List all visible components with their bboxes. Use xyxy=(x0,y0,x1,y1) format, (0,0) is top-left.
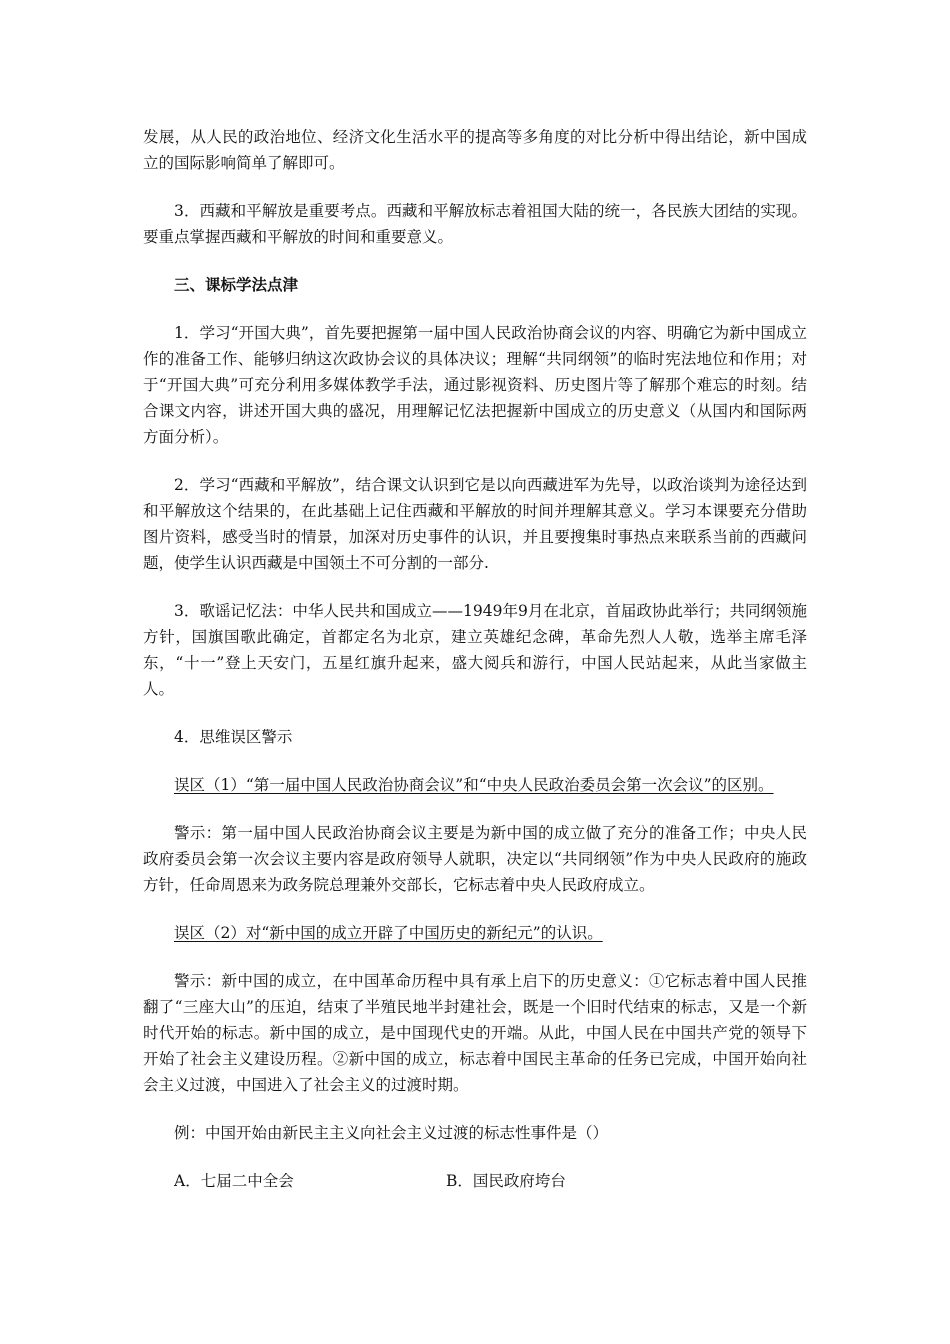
paragraph-tibet-key-point: 3．西藏和平解放是重要考点。西藏和平解放标志着祖国大陆的统一，各民族大团结的实现。要重点掌握西藏和平解放的时间和重要意义。 xyxy=(143,202,807,246)
answer-options xyxy=(143,1168,807,1194)
paragraph-mnemonic-song: 3．歌谣记忆法：中华人民共和国成立——1949年9月在北京，首届政协此举行；共同纲领施方针，国旗国歌此确定，首都定名为北京，建立英雄纪念碑，革命先烈人人敬，选举主席毛泽东，“十一”登上天安门，五星红旗升起来，盛大阅兵和游行，中国人民站起来，从此当家做主人。 xyxy=(143,602,807,698)
misconception-2: 误区（2）对“新中国的成立开辟了中国历史的新纪元”的认识。 xyxy=(174,924,603,942)
warning-2: 警示：新中国的成立，在中国革命历程中具有承上启下的历史意义：①它标志着中国人民推翻了“三座大山”的压迫，结束了半殖民地半封建社会，既是一个旧时代结束的标志，又是一个新时代开始的标志。新中国的成立，是中国现代史的开端。从此，中国人民在中国共产党的领导下开始了社会主义建设历程。②新中国的成立，标志着中国民主革命的任务已完成，中国开始向社会主义过渡，中国进入了社会主义的过渡时期。 xyxy=(143,972,807,1094)
paragraph-founding-ceremony-method: 1．学习“开国大典”，首先要把握第一届中国人民政治协商会议的内容、明确它为新中国成立作的准备工作、能够归纳这次政协会议的具体决议；理解“共同纲领”的临时宪法地位和作用；对于“开国大典”可充分利用多媒体教学手法，通过影视资料、历史图片等了解那个难忘的时刻。结合课文内容，讲述开国大典的盛况，用理解记忆法把握新中国成立的历史意义（从国内和国际两方面分析）。 xyxy=(143,324,807,446)
warning-1: 警示：第一届中国人民政治协商会议主要是为新中国的成立做了充分的准备工作；中央人民政府委员会第一次会议主要内容是政府领导人就职，决定以“共同纲领”作为中央人民政府的施政方针，任命周恩来为政务院总理兼外交部长，它标志着中央人民政府成立。 xyxy=(143,824,807,894)
option-b: B．国民政府垮台 xyxy=(446,1172,566,1190)
option-a: A．七届二中全会 xyxy=(174,1172,294,1190)
paragraph-continuation: 发展，从人民的政治地位、经济文化生活水平的提高等多角度的对比分析中得出结论，新中国成立的国际影响简单了解即可。 xyxy=(143,128,807,172)
example-question: 例：中国开始由新民主主义向社会主义过渡的标志性事件是（） xyxy=(174,1124,609,1142)
document-body xyxy=(143,124,807,1194)
misconception-2-wrapper xyxy=(143,920,807,946)
paragraph-misconception-title: 4．思维误区警示 xyxy=(174,728,293,746)
paragraph-tibet-method: 2．学习“西藏和平解放”，结合课文认识到它是以向西藏进军为先导，以政治谈判为途径达到和平解放这个结果的，在此基础上记住西藏和平解放的时间并理解其意义。学习本课要充分借助图片资料，感受当时的情景，加深对历史事件的认识，并且要搜集时事热点来联系当前的西藏问题，使学生认识西藏是中国领土不可分割的一部分. xyxy=(143,476,807,572)
section-heading-study-methods: 三、课标学法点津 xyxy=(174,275,299,294)
misconception-1: 误区（1）“第一届中国人民政治协商会议”和“中央人民政治委员会第一次会议”的区别。 xyxy=(174,776,774,794)
